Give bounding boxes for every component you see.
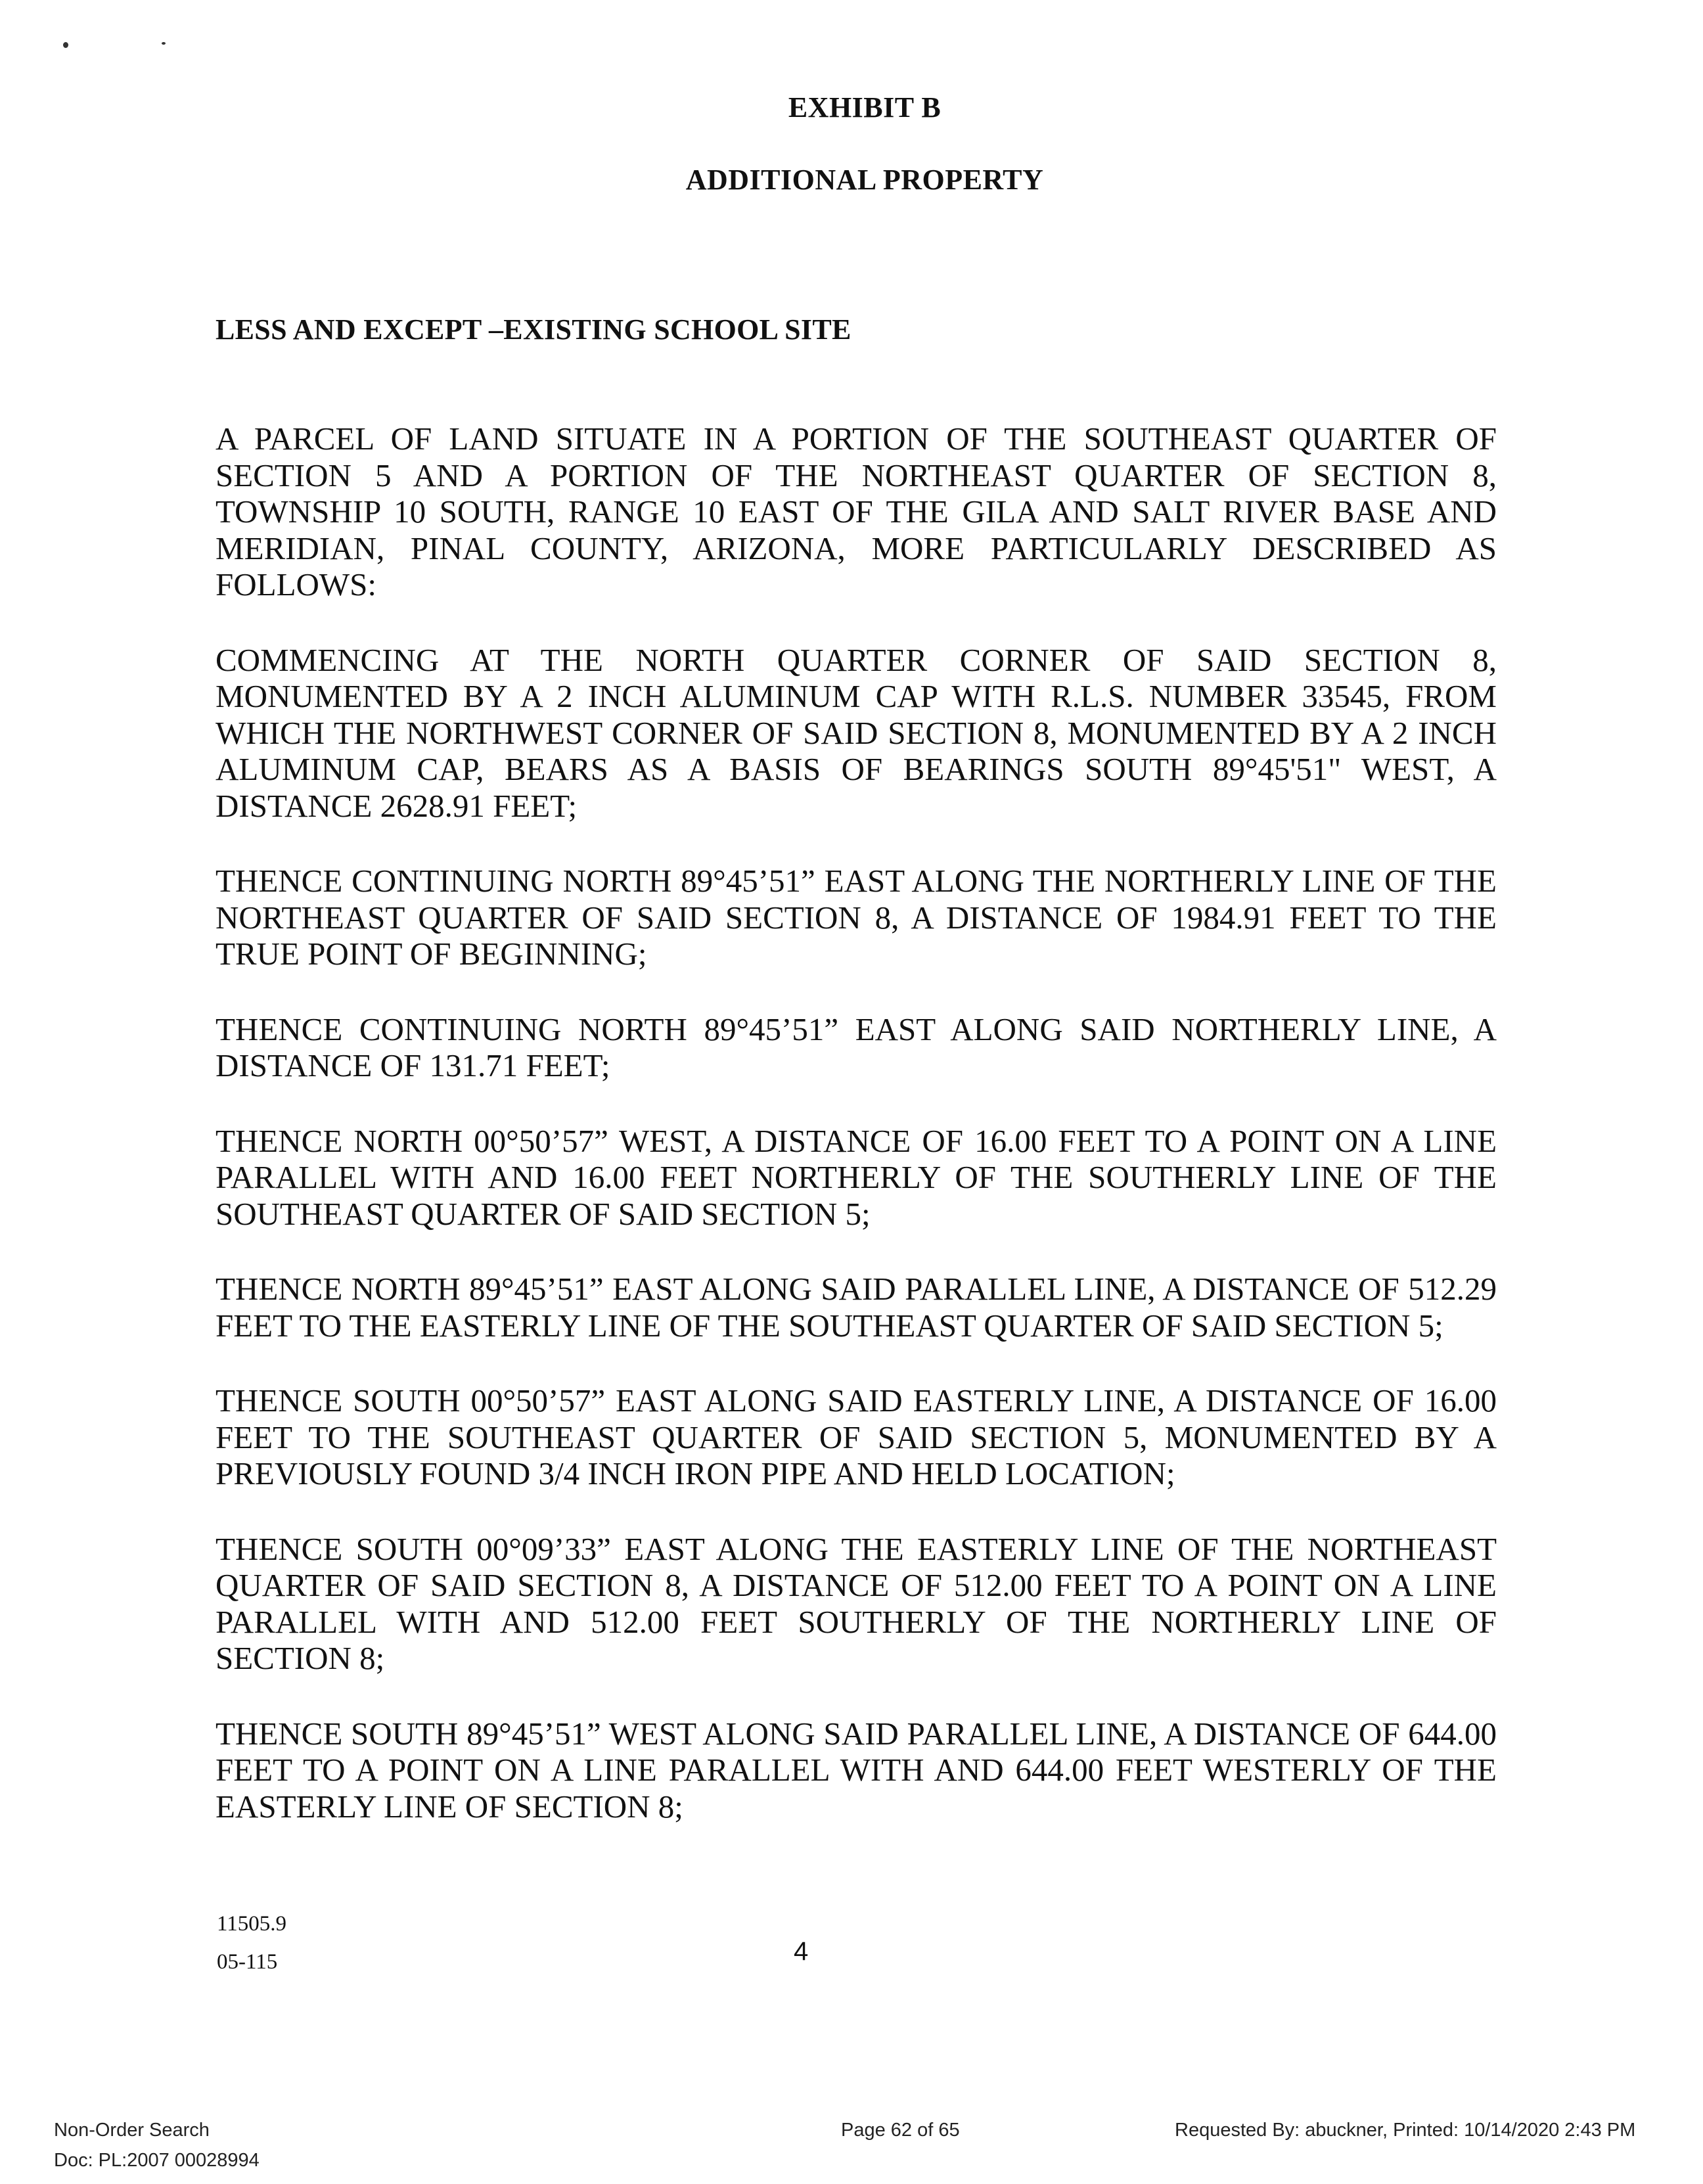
page-number: 4	[794, 1937, 809, 1966]
document-code: 11505.9	[217, 1912, 287, 1936]
request-info-label: Requested By: abuckner, Printed: 10/14/2020 2:43 PM	[1175, 2120, 1636, 2141]
paragraph-course: THENCE SOUTH 00°09’33” EAST ALONG THE EASTERLY LINE OF THE NORTHEAST QUARTER OF SAID SECTION 8, A DISTANCE OF 512.00 FEET TO A POINT ON A LINE PARALLEL WITH AND 512.00 FEET SOUTHERLY OF THE NORTHERLY LINE OF SECTION 8;	[216, 1530, 1497, 1676]
scan-speck	[162, 42, 166, 45]
document-code: 05-115	[217, 1950, 278, 1974]
page-count-label: Page 62 of 65	[841, 2120, 960, 2141]
paragraph-course: THENCE SOUTH 89°45’51” WEST ALONG SAID PARALLEL LINE, A DISTANCE OF 644.00 FEET TO A POINT ON A LINE PARALLEL WITH AND 644.00 FEET WESTERLY OF THE EASTERLY LINE OF SECTION 8;	[216, 1715, 1497, 1825]
paragraph-commencing: COMMENCING AT THE NORTH QUARTER CORNER OF SAID SECTION 8, MONUMENTED BY A 2 INCH ALUMINUM CAP WITH R.L.S. NUMBER 33545, FROM WHICH THE NORTHWEST CORNER OF SAID SECTION 8, MONUMENTED BY A 2 INCH ALUMINUM CAP, BEARS AS A BASIS OF BEARINGS SOUTH 89°45'51" WEST, A DISTANCE 2628.91 FEET;	[216, 641, 1497, 824]
section-heading: LESS AND EXCEPT –EXISTING SCHOOL SITE	[216, 313, 851, 346]
exhibit-subtitle: ADDITIONAL PROPERTY	[685, 164, 1044, 196]
paragraph-course: THENCE SOUTH 00°50’57” EAST ALONG SAID EASTERLY LINE, A DISTANCE OF 16.00 FEET TO THE SOUTHEAST QUARTER OF SAID SECTION 5, MONUMENTED BY A PREVIOUSLY FOUND 3/4 INCH IRON PIPE AND HELD LOCATION;	[216, 1382, 1497, 1491]
legal-description	[216, 421, 1497, 1863]
document-id-label: Doc: PL:2007 00028994	[54, 2150, 260, 2171]
paragraph-parcel: A PARCEL OF LAND SITUATE IN A PORTION OF THE SOUTHEAST QUARTER OF SECTION 5 AND A PORTION OF THE NORTHEAST QUARTER OF SECTION 8, TOWNSHIP 10 SOUTH, RANGE 10 EAST OF THE GILA AND SALT RIVER BASE AND MERIDIAN, PINAL COUNTY, ARIZONA, MORE PARTICULARLY DESCRIBED AS FOLLOWS:	[216, 421, 1497, 603]
paragraph-course: THENCE CONTINUING NORTH 89°45’51” EAST ALONG THE NORTHERLY LINE OF THE NORTHEAST QUARTER OF SAID SECTION 8, A DISTANCE OF 1984.91 FEET TO THE TRUE POINT OF BEGINNING;	[216, 863, 1497, 972]
paragraph-course: THENCE CONTINUING NORTH 89°45’51” EAST ALONG SAID NORTHERLY LINE, A DISTANCE OF 131.71 FEET;	[216, 1011, 1497, 1083]
exhibit-title: EXHIBIT B	[788, 91, 942, 124]
paragraph-course: THENCE NORTH 89°45’51” EAST ALONG SAID PARALLEL LINE, A DISTANCE OF 512.29 FEET TO THE EASTERLY LINE OF THE SOUTHEAST QUARTER OF SAID SECTION 5;	[216, 1271, 1497, 1344]
paragraph-course: THENCE NORTH 00°50’57” WEST, A DISTANCE OF 16.00 FEET TO A POINT ON A LINE PARALLEL WITH AND 16.00 FEET NORTHERLY OF THE SOUTHERLY LINE OF THE SOUTHEAST QUARTER OF SAID SECTION 5;	[216, 1122, 1497, 1232]
scan-speck	[63, 42, 68, 48]
search-type-label: Non-Order Search	[54, 2120, 210, 2141]
